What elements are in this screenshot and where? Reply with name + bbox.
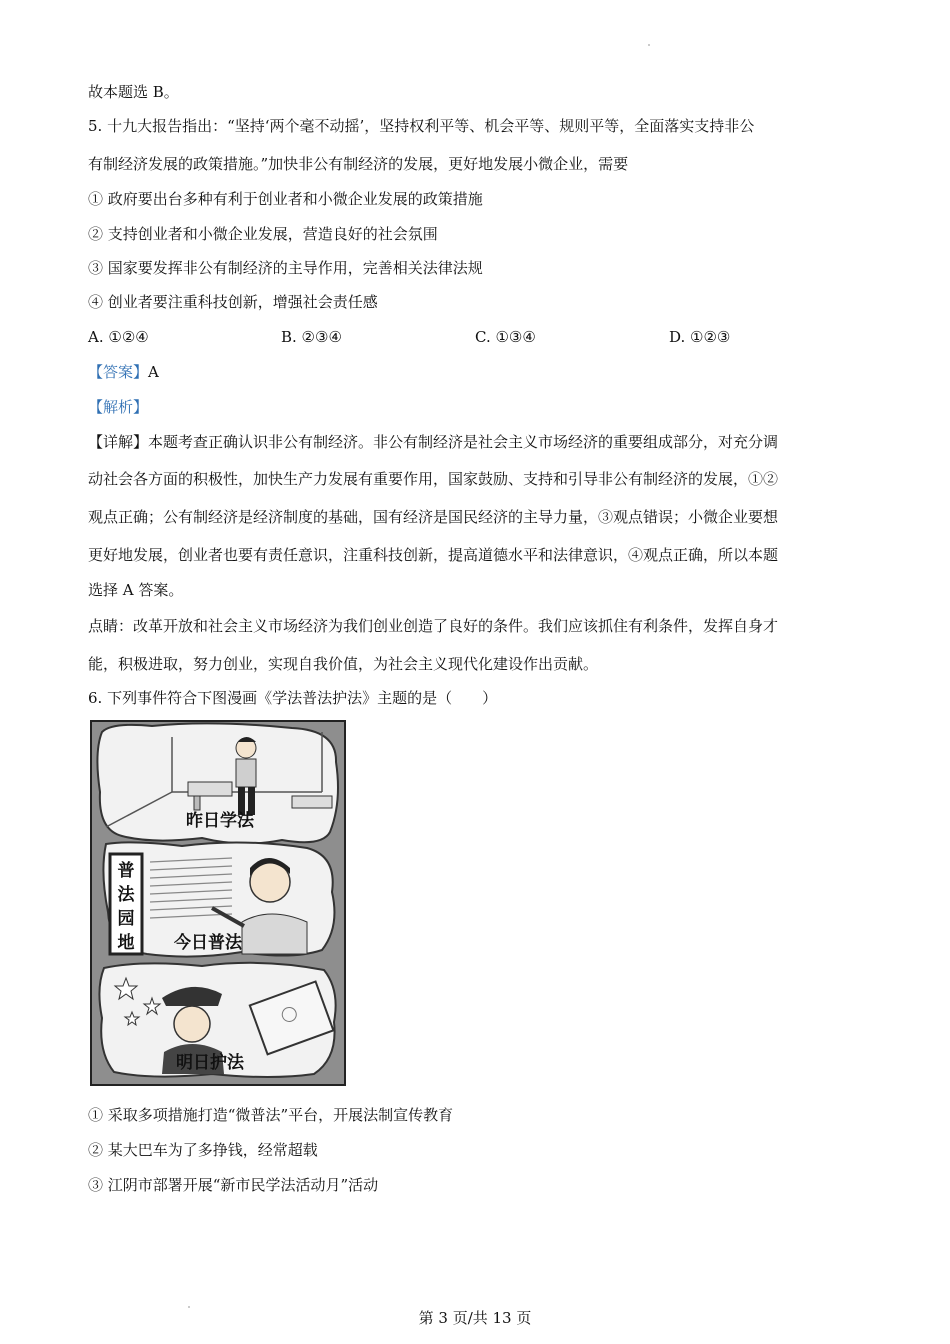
q6-item-2: ② 某大巴车为了多挣钱，经常超载 — [88, 1141, 318, 1159]
q6-item-3: ③ 江阴市部署开展“新市民学法活动月”活动 — [88, 1176, 379, 1194]
board-char-4: 地 — [117, 933, 135, 953]
answer-tag: 【答案】 — [88, 363, 149, 381]
scan-speck — [648, 44, 650, 46]
question-5-stem: 5. 十九大报告指出：“坚持‘两个毫不动摇’，坚持权利平等、机会平等、规则平等，全面落实支持非公 — [88, 117, 755, 135]
question-5-stem-cont: 有制经济发展的政策措施。”加快非公有制经济的发展，更好地发展小微企业，需要 — [88, 155, 629, 173]
dianjing-line-1: 点睛：改革开放和社会主义市场经济为我们创业创造了良好的条件。我们应该抓住有利条件，发挥自身才 — [88, 617, 779, 635]
question-6-stem: 6. 下列事件符合下图漫画《学法普法护法》主题的是（ ） — [88, 689, 498, 707]
answer-line — [88, 362, 868, 382]
statement-2: ② 支持创业者和小微企业发展，营造良好的社会氛围 — [88, 225, 438, 243]
analysis-tag: 【解析】 — [88, 398, 149, 416]
caption-panel1: 昨日学法 — [186, 811, 254, 831]
cartoon-image — [90, 720, 346, 1086]
caption-panel3: 明日护法 — [176, 1053, 244, 1073]
cartoon-drawing — [92, 722, 344, 1084]
text-line: 故本题选 B。 — [88, 83, 179, 101]
board-char-1: 普 — [117, 861, 135, 881]
board-char-2: 法 — [117, 885, 135, 905]
answer-value: A — [148, 363, 159, 381]
analysis-line — [88, 397, 868, 417]
detail-line-1 — [88, 432, 868, 452]
detail-tag: 【详解】 — [88, 433, 149, 451]
detail-text-1: 本题考查正确认识非公有制经济。非公有制经济是社会主义市场经济的重要组成部分，对充分调 — [148, 433, 779, 451]
q6-item-1: ① 采取多项措施打造“微普法”平台，开展法制宣传教育 — [88, 1106, 454, 1124]
statement-3: ③ 国家要发挥非公有制经济的主导作用，完善相关法律法规 — [88, 259, 483, 277]
option-c: C. ①③④ — [475, 328, 536, 346]
board-char-3: 园 — [117, 909, 135, 929]
option-d: D. ①②③ — [669, 328, 731, 346]
statement-4: ④ 创业者要注重科技创新，增强社会责任感 — [88, 293, 378, 311]
detail-line-3: 观点正确；公有制经济是经济制度的基础，国有经济是国民经济的主导力量，③观点错误；小微企业要想 — [88, 508, 779, 526]
detail-line-4: 更好地发展，创业者也要有责任意识，注重科技创新，提高道德水平和法律意识，④观点正确，所以本题 — [88, 546, 779, 564]
detail-line-5: 选择 A 答案。 — [88, 581, 184, 599]
detail-line-2: 动社会各方面的积极性，加快生产力发展有重要作用，国家鼓励、支持和引导非公有制经济的发展，①② — [88, 470, 779, 488]
option-a: A. ①②④ — [88, 328, 149, 346]
option-b: B. ②③④ — [281, 328, 342, 346]
page-footer: 第 3 页/共 13 页 — [418, 1309, 532, 1327]
statement-1: ① 政府要出台多种有利于创业者和小微企业发展的政策措施 — [88, 190, 483, 208]
caption-panel2: 今日普法 — [174, 933, 242, 953]
scan-speck — [188, 1306, 190, 1308]
dianjing-line-2: 能，积极进取，努力创业，实现自我价值，为社会主义现代化建设作出贡献。 — [88, 655, 599, 673]
